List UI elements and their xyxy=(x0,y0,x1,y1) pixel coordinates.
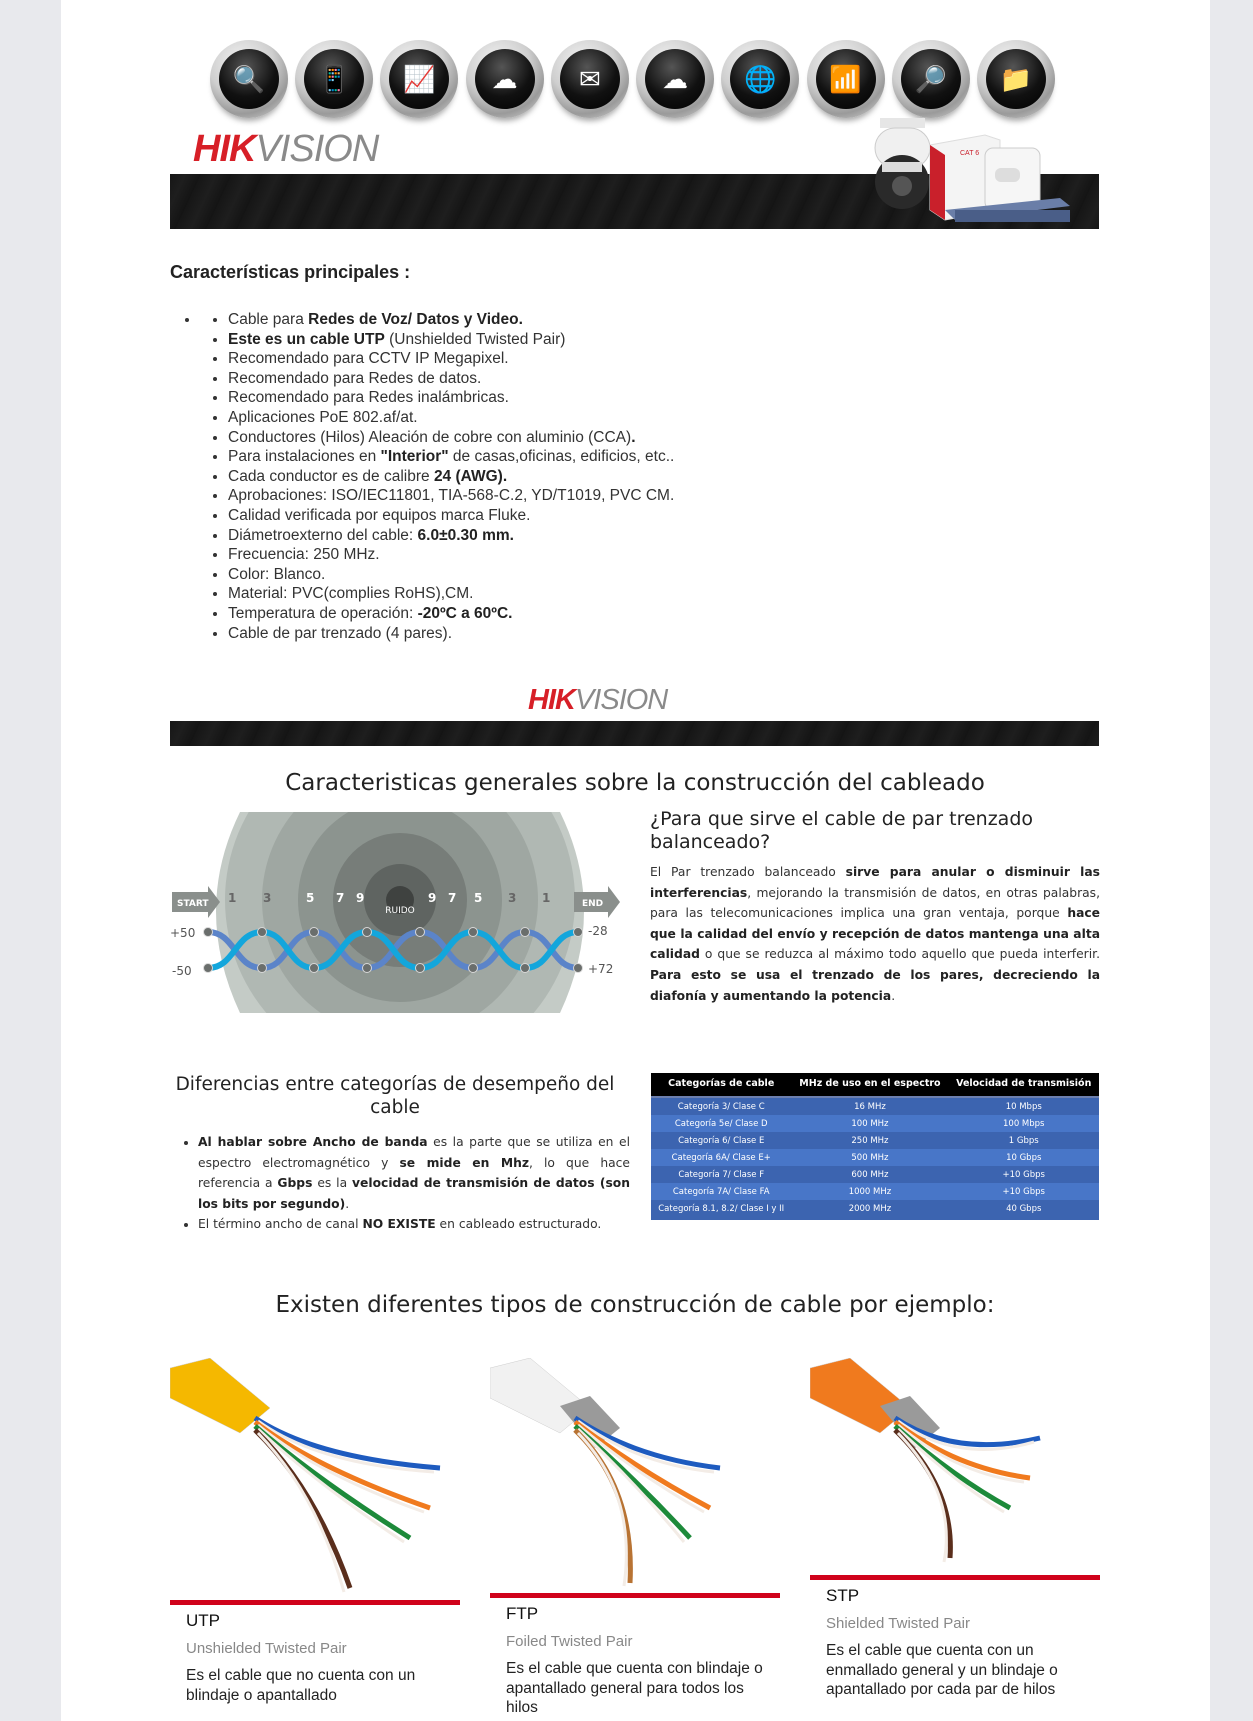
category-row xyxy=(651,1097,1099,1115)
mhz-cell: 2000 MHz xyxy=(791,1200,948,1217)
feature-item xyxy=(228,408,674,428)
ring-number: 7 xyxy=(336,891,345,905)
speed-cell: 40 Gbps xyxy=(948,1200,1099,1217)
feature-pre-text: Conductores (Hilos) Aleación de cobre con aluminio (CCA) xyxy=(228,428,632,446)
globe-network-icon xyxy=(721,40,799,118)
feature-item xyxy=(228,330,674,350)
wire-node xyxy=(416,964,425,973)
ring-number: 9 xyxy=(428,891,437,905)
category-row xyxy=(651,1115,1099,1132)
text: es la xyxy=(312,1176,353,1191)
text: . xyxy=(345,1196,350,1211)
left-value-bottom: -50 xyxy=(172,964,192,978)
cable-type-card-ftp xyxy=(490,1358,780,1718)
wire-node xyxy=(469,964,478,973)
left-value-top: +50 xyxy=(170,926,196,940)
wire-node xyxy=(574,928,583,937)
category-row xyxy=(651,1183,1099,1200)
red-accent-bar xyxy=(490,1593,780,1598)
ring-number: 1 xyxy=(228,891,237,905)
logo-red-part: HIK xyxy=(193,128,256,170)
difference-item xyxy=(198,1132,630,1214)
mhz-cell: 1000 MHz xyxy=(791,1183,948,1200)
cloud-search-icon xyxy=(892,40,970,118)
text: El término ancho de canal xyxy=(198,1217,363,1232)
wire-node xyxy=(310,928,319,937)
feature-bold-text: Este es un cable UTP xyxy=(228,330,385,348)
feature-item xyxy=(228,388,674,408)
category-table xyxy=(651,1073,1099,1220)
feature-item xyxy=(228,467,674,487)
red-accent-bar xyxy=(170,1600,460,1605)
feature-item xyxy=(228,349,674,369)
mobile-chat-icon-glyph: 📱 xyxy=(304,49,364,109)
bold-text: hace que la calidad del envío y recepción de datos mantenga una alta calidad xyxy=(650,906,1100,962)
mhz-cell: 100 MHz xyxy=(791,1115,948,1132)
mhz-cell: 250 MHz xyxy=(791,1132,948,1149)
differences-list xyxy=(180,1132,630,1235)
cloud-network-icon-glyph: ☁ xyxy=(645,49,705,109)
start-label: START xyxy=(177,899,209,909)
ruido-label: RUIDO xyxy=(385,906,415,916)
hikvision-logo-middle xyxy=(528,684,667,717)
text: es la parte que se utiliza en el espectro electromagnético y xyxy=(198,1135,631,1170)
feature-pre-text: Frecuencia: 250 MHz. xyxy=(228,546,380,564)
feature-item xyxy=(228,584,674,604)
logo-red-part: HIK xyxy=(528,684,575,716)
feature-pre-text: Aplicaciones PoE 802.af/at. xyxy=(228,408,418,426)
globe-network-icon-glyph: 🌐 xyxy=(730,49,790,109)
wire-node xyxy=(363,964,372,973)
text: , mejorando la transmisión de datos, en otras palabras, para las telecomunicaciones implica una gran ventaja, porque xyxy=(650,885,1100,921)
category-row xyxy=(651,1149,1099,1166)
category-cell: Categoría 5e/ Clase D xyxy=(651,1115,791,1132)
ring-number: 7 xyxy=(448,891,457,905)
cloud-wireless-icon xyxy=(807,40,885,118)
wire-node xyxy=(258,928,267,937)
wire-node xyxy=(310,964,319,973)
cloud-search-icon-glyph: 🔎 xyxy=(901,49,961,109)
header-speed: Velocidad de transmisión xyxy=(948,1073,1099,1097)
feature-item xyxy=(228,310,674,330)
cable-types-title: Existen diferentes tipos de construcción de cable por ejemplo: xyxy=(275,1292,995,1318)
twisted-pair-noise-diagram xyxy=(168,810,628,1015)
feature-pre-text: Recomendado para CCTV IP Megapixel. xyxy=(228,350,509,368)
feature-pre-text: Color: Blanco. xyxy=(228,565,326,583)
email-transfer-icon-glyph: ✉ xyxy=(560,49,620,109)
wire-node xyxy=(258,964,267,973)
wire-node xyxy=(204,964,213,973)
web-search-icon xyxy=(210,40,288,118)
footer-cell xyxy=(651,1217,1099,1220)
feature-item xyxy=(228,604,674,624)
category-cell: Categoría 7/ Clase F xyxy=(651,1166,791,1183)
category-cell: Categoría 8.1, 8.2/ Clase I y II xyxy=(651,1200,791,1217)
feature-pre-text: Recomendado para Redes de datos. xyxy=(228,369,482,387)
category-cell: Categoría 7A/ Clase FA xyxy=(651,1183,791,1200)
feature-bold-text: 24 (AWG). xyxy=(433,467,508,485)
monitor-cloud-icon-glyph: ☁ xyxy=(475,49,535,109)
feature-pre-text: Cable de par trenzado (4 pares). xyxy=(228,624,453,642)
cable-type-subtitle: Foiled Twisted Pair xyxy=(506,1633,633,1650)
ring-number: 3 xyxy=(263,891,272,905)
feature-item xyxy=(228,428,674,448)
category-cell: Categoría 3/ Clase C xyxy=(651,1097,791,1115)
features-list xyxy=(180,310,674,643)
cable-box-label: CAT 6 xyxy=(960,150,980,157)
category-table-header xyxy=(651,1073,1099,1097)
email-transfer-icon xyxy=(551,40,629,118)
category-table-footer xyxy=(651,1217,1099,1220)
wire-node xyxy=(204,928,213,937)
features-title: Características principales : xyxy=(170,262,411,282)
feature-bold-text: -20ºC a 60ºC. xyxy=(417,604,513,622)
feature-pre-text: Calidad verificada por equipos marca Fluke. xyxy=(228,506,531,524)
text: o que se reduzca al máximo todo aquello que pueda interferir. xyxy=(699,947,1100,962)
text: en cableado estructurado. xyxy=(435,1217,602,1232)
ring-number: 1 xyxy=(542,891,551,905)
feature-pre-text: Recomendado para Redes inalámbricas. xyxy=(228,389,509,407)
folder-network-icon xyxy=(977,40,1055,118)
feature-item xyxy=(228,369,674,389)
cable-type-subtitle: Unshielded Twisted Pair xyxy=(186,1640,347,1657)
category-cell: Categoría 6/ Clase E xyxy=(651,1132,791,1149)
bold-text: NO EXISTE xyxy=(362,1217,436,1232)
category-row xyxy=(651,1166,1099,1183)
right-value-bottom: +72 xyxy=(588,962,614,976)
wire-node xyxy=(416,928,425,937)
text: . xyxy=(891,988,896,1003)
speed-cell: +10 Gbps xyxy=(948,1183,1099,1200)
feature-item xyxy=(228,447,674,467)
right-value-top: -28 xyxy=(588,924,608,938)
ring-number: 9 xyxy=(356,891,365,905)
cloud-network-icon xyxy=(636,40,714,118)
ring-number: 3 xyxy=(508,891,517,905)
cable-type-name: STP xyxy=(826,1586,860,1605)
monitor-chart-icon-glyph: 📈 xyxy=(389,49,449,109)
features-inner-list xyxy=(200,310,674,643)
bold-text: Gbps xyxy=(277,1176,313,1191)
web-search-icon-glyph: 🔍 xyxy=(219,49,279,109)
end-label: END xyxy=(582,899,604,909)
feature-item xyxy=(228,526,674,546)
cable-type-subtitle: Shielded Twisted Pair xyxy=(826,1615,970,1632)
monitor-cloud-icon xyxy=(466,40,544,118)
feature-item xyxy=(228,565,674,585)
middle-dark-band xyxy=(170,721,1099,746)
wire-node xyxy=(469,928,478,937)
bold-text: Al hablar sobre Ancho de banda xyxy=(198,1135,428,1149)
mobile-chat-icon xyxy=(295,40,373,118)
feature-bold-text: Redes de Voz/ Datos y Video. xyxy=(308,311,523,328)
feature-item xyxy=(228,486,674,506)
balanced-pair-answer xyxy=(650,862,1100,1006)
header-mhz: MHz de uso en el espectro xyxy=(791,1073,948,1097)
feature-item xyxy=(228,506,674,526)
mhz-cell: 16 MHz xyxy=(791,1097,948,1115)
feature-bold-text: 6.0±0.30 mm. xyxy=(417,526,514,544)
feature-bold-text: . xyxy=(631,428,636,446)
difference-item xyxy=(198,1214,630,1235)
speed-cell: 10 Gbps xyxy=(948,1149,1099,1166)
feature-pre-text: Para instalaciones en xyxy=(228,448,381,466)
folder-network-icon-glyph: 📁 xyxy=(986,49,1046,109)
wire-node xyxy=(521,928,530,937)
cable-type-card-utp xyxy=(170,1358,460,1705)
cable-type-description: Es el cable que cuenta con un enmallado general y un blindaje o apantallado por cada par de hilos xyxy=(826,1642,1058,1698)
utp-cable-image xyxy=(170,1358,460,1595)
category-cell: Categoría 6A/ Clase E+ xyxy=(651,1149,791,1166)
header-category: Categorías de cable xyxy=(651,1073,791,1097)
cable-type-name: FTP xyxy=(506,1604,539,1623)
balanced-pair-question: ¿Para que sirve el cable de par trenzado balanceado? xyxy=(650,808,1034,853)
monitor-chart-icon xyxy=(380,40,458,118)
red-accent-bar xyxy=(810,1575,1100,1580)
feature-item xyxy=(228,624,674,644)
feature-pre-text: Aprobaciones: ISO/IEC11801, TIA-568-C.2, YD/T1019, PVC CM. xyxy=(228,487,675,505)
speed-cell: 100 Mbps xyxy=(948,1115,1099,1132)
category-row xyxy=(651,1200,1099,1217)
feature-pre-text: Cable para xyxy=(228,311,309,328)
ptz-camera-image xyxy=(875,118,930,209)
bold-text: Para esto se usa el trenzado de los pares, decreciendo la diafonía y aumentando la potencia xyxy=(650,967,1100,1003)
logo-gray-part: VISION xyxy=(255,128,379,170)
text: El Par trenzado balanceado xyxy=(650,865,846,879)
feature-pre-text: Diámetroexterno del cable: xyxy=(228,526,418,544)
feature-post-text: (Unshielded Twisted Pair) xyxy=(384,330,566,348)
cable-type-name: UTP xyxy=(186,1611,220,1630)
mhz-cell: 600 MHz xyxy=(791,1166,948,1183)
ftp-cable-image xyxy=(490,1358,780,1588)
feature-pre-text: Material: PVC(complies RoHS),CM. xyxy=(228,585,474,603)
features-outer-bullet xyxy=(200,310,674,643)
wire-node xyxy=(363,928,372,937)
wire-node xyxy=(574,964,583,973)
feature-item xyxy=(228,545,674,565)
construction-title: Caracteristicas generales sobre la construcción del cableado xyxy=(285,770,985,796)
speed-cell: 1 Gbps xyxy=(948,1132,1099,1149)
cable-type-card-stp xyxy=(810,1358,1100,1700)
ring-number: 5 xyxy=(474,891,483,905)
feature-pre-text: Temperatura de operación: xyxy=(228,604,418,622)
cloud-wireless-icon-glyph: 📶 xyxy=(816,49,876,109)
antenna-image xyxy=(985,148,1040,210)
speed-cell: 10 Mbps xyxy=(948,1097,1099,1115)
bold-text: sirve para anular o disminuir las interferencias xyxy=(650,865,1100,900)
logo-gray-part: VISION xyxy=(574,684,668,716)
hikvision-logo-top xyxy=(193,128,378,171)
feature-post-text: de casas,oficinas, edificios, etc.. xyxy=(448,448,675,466)
product-images xyxy=(870,110,1100,230)
stp-cable-image xyxy=(810,1358,1100,1570)
cable-type-description: Es el cable que cuenta con blindaje o apantallado general para todos los hilos xyxy=(506,1660,763,1716)
mhz-cell: 500 MHz xyxy=(791,1149,948,1166)
text: , lo que hace referencia a xyxy=(198,1155,630,1191)
feature-pre-text: Cada conductor es de calibre xyxy=(228,467,434,485)
feature-bold-text: "Interior" xyxy=(380,448,449,466)
speed-cell: +10 Gbps xyxy=(948,1166,1099,1183)
ring-number: 5 xyxy=(306,891,315,905)
bold-text: se mide en Mhz xyxy=(399,1155,529,1170)
wire-node xyxy=(521,964,530,973)
start-arrow xyxy=(172,886,220,918)
category-row xyxy=(651,1132,1099,1149)
differences-title: Diferencias entre categorías de desempeño del cable xyxy=(175,1074,615,1118)
cable-type-description: Es el cable que no cuenta con un blindaje o apantallado xyxy=(186,1667,416,1704)
bold-text: velocidad de transmisión de datos (son los bits por segundo) xyxy=(198,1176,630,1211)
